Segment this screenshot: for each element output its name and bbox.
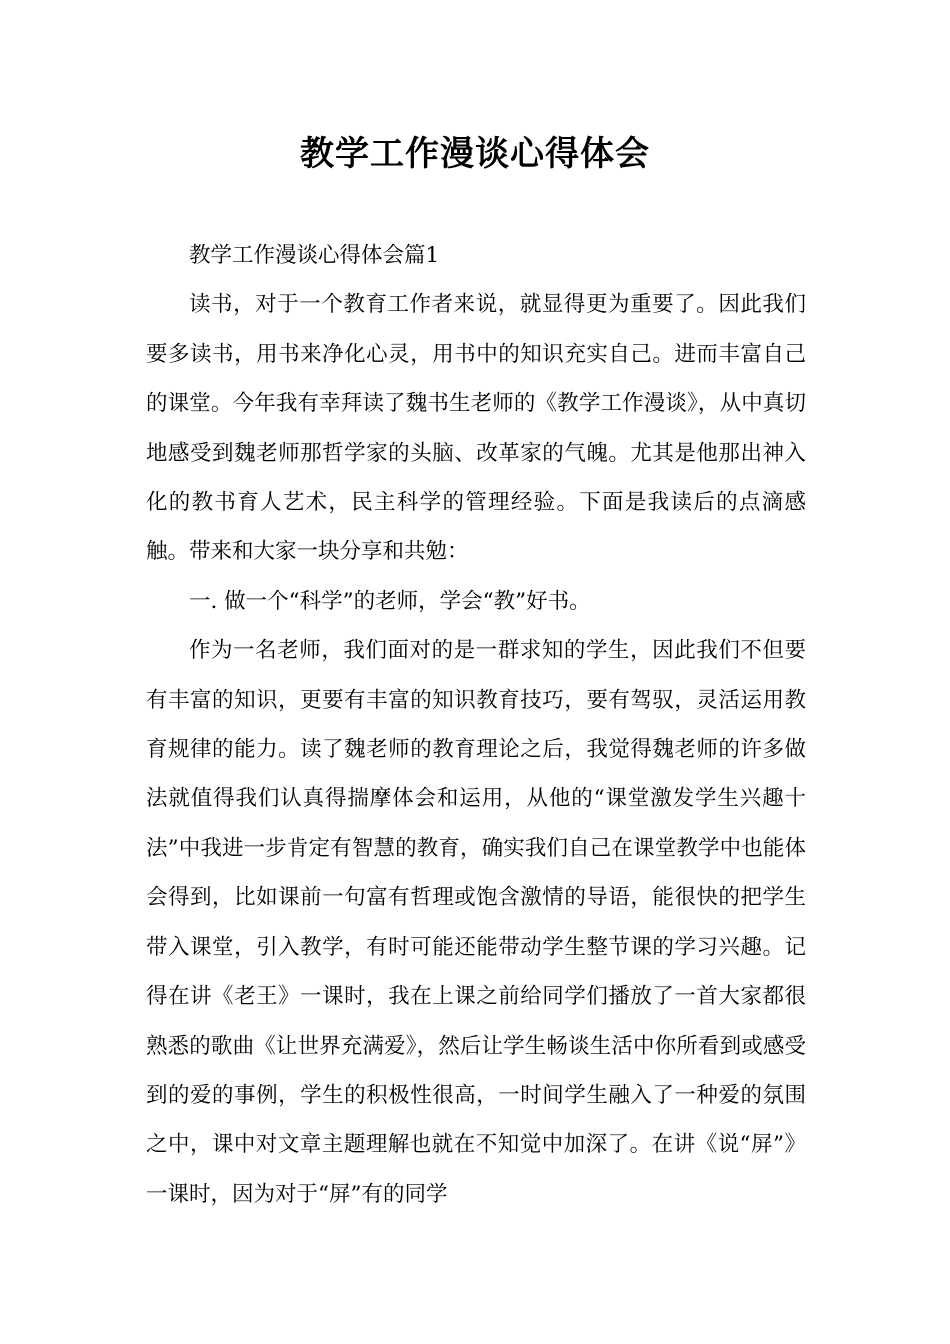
document-body: [146, 231, 806, 1219]
document-title: 教学工作漫谈心得体会: [300, 134, 650, 174]
numbered-heading: 一. 做一个“科学”的老师，学会“教”好书。: [189, 588, 591, 614]
body-paragraph: 作为一名老师，我们面对的是一群求知的学生，因此我们不但要有丰富的知识，更要有丰富的知识教育技巧，要有驾驭，灵活运用教育规律的能力。读了魏老师的教育理论之后，我觉得魏老师的许多做法就值得我们认真得揣摩体会和运用，从他的“课堂激发学生兴趣十法”中我进一步肯定有智慧的教育，确实我们自己在课堂教学中也能体会得到，比如课前一句富有哲理或饱含激情的导语，能很快的把学生带入课堂，引入教学，有时可能还能带动学生整节课的学习兴趣。记得在讲《老王》一课时，我在上课之前给同学们播放了一首大家都很熟悉的歌曲《让世界充满爱》，然后让学生畅谈生活中你所看到或感受到的爱的事例，学生的积极性很高，一时间学生融入了一种爱的氛围之中，课中对文章主题理解也就在不知觉中加深了。在讲《说“屏”》一课时，因为对于“屏”有的同学: [146, 638, 806, 1207]
body-paragraph: 读书，对于一个教育工作者来说，就显得更为重要了。因此我们要多读书，用书来净化心灵，用书中的知识充实自己。进而丰富自己的课堂。今年我有幸拜读了魏书生老师的《教学工作漫谈》，从中真切地感受到魏老师那哲学家的头脑、改革家的气魄。尤其是他那出神入化的教书育人艺术，民主科学的管理经验。下面是我读后的点滴感触。带来和大家一块分享和共勉：: [146, 292, 806, 565]
section-heading: 教学工作漫谈心得体会篇1: [189, 243, 440, 268]
